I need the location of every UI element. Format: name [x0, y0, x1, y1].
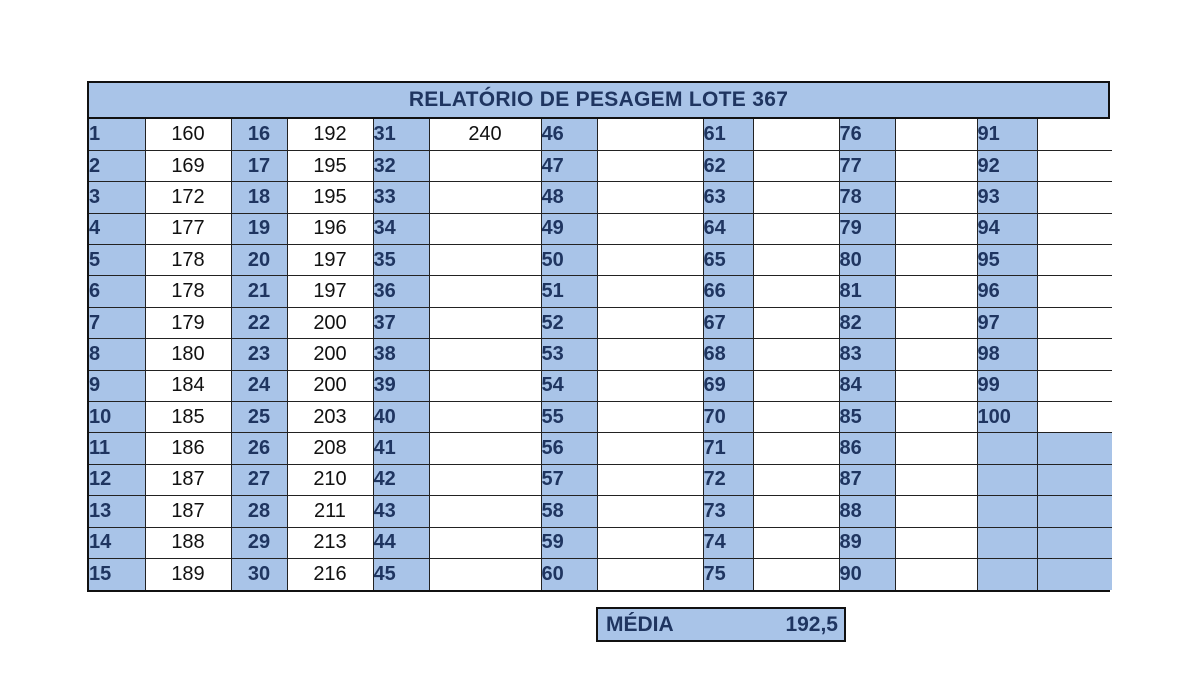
animal-number-cell: 60: [541, 558, 597, 589]
animal-number-cell: 39: [373, 370, 429, 401]
animal-number-cell: 1: [89, 119, 145, 150]
animal-number-cell: 66: [703, 276, 753, 307]
weight-value-cell: 185: [145, 402, 231, 433]
animal-number-cell: 23: [231, 339, 287, 370]
weight-value-cell: [753, 370, 839, 401]
weight-value-cell: 169: [145, 150, 231, 181]
average-label: MÉDIA: [606, 612, 674, 636]
weight-value-cell: [429, 213, 541, 244]
weight-value-cell: [895, 245, 977, 276]
average-summary: [596, 607, 846, 642]
animal-number-cell: 65: [703, 245, 753, 276]
weight-value-cell: [753, 496, 839, 527]
weight-value-cell: [597, 276, 703, 307]
weight-value-cell: 196: [287, 213, 373, 244]
animal-number-cell: 75: [703, 558, 753, 589]
animal-number-cell: 12: [89, 464, 145, 495]
animal-number-cell: 42: [373, 464, 429, 495]
animal-number-cell: 9: [89, 370, 145, 401]
weight-value-cell: [597, 182, 703, 213]
weight-value-cell: 213: [287, 527, 373, 558]
weight-value-cell: [895, 213, 977, 244]
table-row: [89, 150, 1112, 181]
table-row: [89, 558, 1112, 589]
animal-number-cell: 74: [703, 527, 753, 558]
animal-number-cell: 6: [89, 276, 145, 307]
table-row: [89, 527, 1112, 558]
weight-value-cell: [429, 433, 541, 464]
animal-number-cell: 50: [541, 245, 597, 276]
weight-value-cell: 186: [145, 433, 231, 464]
animal-number-cell: 80: [839, 245, 895, 276]
animal-number-cell: 3: [89, 182, 145, 213]
animal-number-cell: 81: [839, 276, 895, 307]
weight-value-cell: [895, 402, 977, 433]
animal-number-cell: 77: [839, 150, 895, 181]
weight-value-cell: 189: [145, 558, 231, 589]
weight-value-cell: [895, 464, 977, 495]
animal-number-cell: 11: [89, 433, 145, 464]
animal-number-cell: [977, 433, 1037, 464]
animal-number-cell: 33: [373, 182, 429, 213]
weight-value-cell: [1037, 402, 1112, 433]
weight-value-cell: [753, 245, 839, 276]
weight-value-cell: [1037, 182, 1112, 213]
weight-value-cell: [895, 182, 977, 213]
animal-number-cell: 83: [839, 339, 895, 370]
animal-number-cell: 51: [541, 276, 597, 307]
animal-number-cell: 76: [839, 119, 895, 150]
weight-value-cell: [1037, 213, 1112, 244]
animal-number-cell: 35: [373, 245, 429, 276]
animal-number-cell: [977, 527, 1037, 558]
table-row: [89, 182, 1112, 213]
weight-value-cell: [429, 307, 541, 338]
animal-number-cell: 99: [977, 370, 1037, 401]
animal-number-cell: 7: [89, 307, 145, 338]
animal-number-cell: 32: [373, 150, 429, 181]
animal-number-cell: 89: [839, 527, 895, 558]
table-row: [89, 370, 1112, 401]
weight-value-cell: [597, 119, 703, 150]
animal-number-cell: 72: [703, 464, 753, 495]
weight-value-cell: [1037, 276, 1112, 307]
animal-number-cell: 79: [839, 213, 895, 244]
average-value: 192,5: [785, 612, 838, 636]
weight-value-cell: [597, 558, 703, 589]
table-row: [89, 402, 1112, 433]
weight-value-cell: 195: [287, 150, 373, 181]
animal-number-cell: 92: [977, 150, 1037, 181]
weight-value-cell: [753, 433, 839, 464]
animal-number-cell: 19: [231, 213, 287, 244]
animal-number-cell: 84: [839, 370, 895, 401]
animal-number-cell: 36: [373, 276, 429, 307]
weight-value-cell: 200: [287, 370, 373, 401]
weight-value-cell: 188: [145, 527, 231, 558]
animal-number-cell: 43: [373, 496, 429, 527]
animal-number-cell: 4: [89, 213, 145, 244]
animal-number-cell: 2: [89, 150, 145, 181]
animal-number-cell: 27: [231, 464, 287, 495]
table-row: [89, 433, 1112, 464]
animal-number-cell: 59: [541, 527, 597, 558]
table-row: [89, 464, 1112, 495]
animal-number-cell: 97: [977, 307, 1037, 338]
animal-number-cell: 8: [89, 339, 145, 370]
animal-number-cell: [977, 558, 1037, 589]
animal-number-cell: 100: [977, 402, 1037, 433]
animal-number-cell: 91: [977, 119, 1037, 150]
weight-value-cell: 216: [287, 558, 373, 589]
weight-value-cell: [753, 558, 839, 589]
animal-number-cell: 5: [89, 245, 145, 276]
animal-number-cell: 63: [703, 182, 753, 213]
weight-value-cell: [429, 150, 541, 181]
animal-number-cell: 88: [839, 496, 895, 527]
weight-value-cell: 211: [287, 496, 373, 527]
animal-number-cell: 49: [541, 213, 597, 244]
weight-value-cell: [753, 150, 839, 181]
animal-number-cell: 73: [703, 496, 753, 527]
weight-value-cell: 195: [287, 182, 373, 213]
animal-number-cell: 30: [231, 558, 287, 589]
weight-value-cell: [895, 339, 977, 370]
weight-value-cell: [597, 370, 703, 401]
weight-value-cell: [429, 558, 541, 589]
weight-value-cell: 192: [287, 119, 373, 150]
animal-number-cell: 16: [231, 119, 287, 150]
animal-number-cell: 18: [231, 182, 287, 213]
animal-number-cell: 28: [231, 496, 287, 527]
table-row: [89, 496, 1112, 527]
weight-value-cell: 177: [145, 213, 231, 244]
weight-value-cell: [597, 150, 703, 181]
weight-value-cell: [429, 402, 541, 433]
animal-number-cell: 52: [541, 307, 597, 338]
animal-number-cell: 29: [231, 527, 287, 558]
weight-value-cell: 197: [287, 276, 373, 307]
weight-value-cell: [895, 433, 977, 464]
animal-number-cell: 41: [373, 433, 429, 464]
animal-number-cell: 40: [373, 402, 429, 433]
animal-number-cell: 64: [703, 213, 753, 244]
report-title-bar: [89, 83, 1108, 119]
weight-value-cell: [753, 402, 839, 433]
weight-value-cell: [753, 213, 839, 244]
weight-value-cell: [597, 307, 703, 338]
animal-number-cell: 31: [373, 119, 429, 150]
animal-number-cell: 67: [703, 307, 753, 338]
weight-value-cell: [895, 150, 977, 181]
animal-number-cell: 70: [703, 402, 753, 433]
weighing-report-sheet: [87, 81, 1110, 592]
animal-number-cell: 13: [89, 496, 145, 527]
weight-value-cell: [597, 433, 703, 464]
weight-value-cell: [1037, 558, 1112, 589]
weight-value-cell: 187: [145, 464, 231, 495]
animal-number-cell: 71: [703, 433, 753, 464]
weight-value-cell: 160: [145, 119, 231, 150]
weight-value-cell: [597, 464, 703, 495]
animal-number-cell: 98: [977, 339, 1037, 370]
weight-value-cell: [429, 464, 541, 495]
weight-value-cell: [895, 307, 977, 338]
weight-value-cell: [1037, 307, 1112, 338]
animal-number-cell: 86: [839, 433, 895, 464]
table-row: [89, 307, 1112, 338]
animal-number-cell: 95: [977, 245, 1037, 276]
weight-value-cell: 200: [287, 307, 373, 338]
weight-value-cell: [895, 527, 977, 558]
weight-value-cell: [429, 496, 541, 527]
animal-number-cell: 54: [541, 370, 597, 401]
animal-number-cell: 61: [703, 119, 753, 150]
weight-value-cell: [1037, 339, 1112, 370]
animal-number-cell: 14: [89, 527, 145, 558]
animal-number-cell: 93: [977, 182, 1037, 213]
animal-number-cell: 82: [839, 307, 895, 338]
weight-value-cell: [1037, 119, 1112, 150]
animal-number-cell: 37: [373, 307, 429, 338]
animal-number-cell: 22: [231, 307, 287, 338]
animal-number-cell: 47: [541, 150, 597, 181]
weights-table: [89, 119, 1112, 590]
weight-value-cell: [753, 339, 839, 370]
weight-value-cell: 178: [145, 245, 231, 276]
animal-number-cell: 56: [541, 433, 597, 464]
table-row: [89, 213, 1112, 244]
animal-number-cell: [977, 464, 1037, 495]
animal-number-cell: 57: [541, 464, 597, 495]
weight-value-cell: 184: [145, 370, 231, 401]
animal-number-cell: 44: [373, 527, 429, 558]
animal-number-cell: 53: [541, 339, 597, 370]
weight-value-cell: 179: [145, 307, 231, 338]
animal-number-cell: 17: [231, 150, 287, 181]
weight-value-cell: [429, 370, 541, 401]
weight-value-cell: [597, 213, 703, 244]
weight-value-cell: [753, 527, 839, 558]
animal-number-cell: 21: [231, 276, 287, 307]
animal-number-cell: 45: [373, 558, 429, 589]
weight-value-cell: [1037, 464, 1112, 495]
table-row: [89, 119, 1112, 150]
table-row: [89, 276, 1112, 307]
animal-number-cell: 85: [839, 402, 895, 433]
weight-value-cell: [1037, 245, 1112, 276]
animal-number-cell: 68: [703, 339, 753, 370]
weight-value-cell: [429, 339, 541, 370]
weight-value-cell: 172: [145, 182, 231, 213]
animal-number-cell: 24: [231, 370, 287, 401]
animal-number-cell: 20: [231, 245, 287, 276]
weight-value-cell: 240: [429, 119, 541, 150]
animal-number-cell: 69: [703, 370, 753, 401]
weight-value-cell: [597, 339, 703, 370]
weight-value-cell: [895, 496, 977, 527]
weight-value-cell: [895, 558, 977, 589]
animal-number-cell: 48: [541, 182, 597, 213]
report-title: RELATÓRIO DE PESAGEM LOTE 367: [408, 88, 789, 111]
weight-value-cell: [1037, 433, 1112, 464]
weight-value-cell: [895, 276, 977, 307]
animal-number-cell: 10: [89, 402, 145, 433]
weight-value-cell: [753, 182, 839, 213]
weight-value-cell: 180: [145, 339, 231, 370]
weight-value-cell: [1037, 370, 1112, 401]
weight-value-cell: [429, 276, 541, 307]
animal-number-cell: 94: [977, 213, 1037, 244]
animal-number-cell: 96: [977, 276, 1037, 307]
weight-value-cell: 187: [145, 496, 231, 527]
animal-number-cell: 90: [839, 558, 895, 589]
animal-number-cell: 58: [541, 496, 597, 527]
weight-value-cell: [895, 119, 977, 150]
weight-value-cell: 200: [287, 339, 373, 370]
weight-value-cell: 203: [287, 402, 373, 433]
weight-value-cell: 197: [287, 245, 373, 276]
weight-value-cell: [753, 464, 839, 495]
weight-value-cell: [895, 370, 977, 401]
table-row: [89, 245, 1112, 276]
animal-number-cell: 25: [231, 402, 287, 433]
weight-value-cell: 178: [145, 276, 231, 307]
animal-number-cell: 78: [839, 182, 895, 213]
weight-value-cell: [597, 402, 703, 433]
weight-value-cell: 208: [287, 433, 373, 464]
animal-number-cell: 87: [839, 464, 895, 495]
animal-number-cell: 46: [541, 119, 597, 150]
table-row: [89, 339, 1112, 370]
animal-number-cell: 15: [89, 558, 145, 589]
weight-value-cell: [429, 527, 541, 558]
animal-number-cell: 55: [541, 402, 597, 433]
animal-number-cell: 62: [703, 150, 753, 181]
animal-number-cell: 38: [373, 339, 429, 370]
weight-value-cell: [429, 245, 541, 276]
weight-value-cell: [753, 276, 839, 307]
weight-value-cell: [597, 527, 703, 558]
weight-value-cell: 210: [287, 464, 373, 495]
weight-value-cell: [1037, 150, 1112, 181]
animal-number-cell: 34: [373, 213, 429, 244]
weight-value-cell: [1037, 527, 1112, 558]
weight-value-cell: [597, 496, 703, 527]
animal-number-cell: 26: [231, 433, 287, 464]
weight-value-cell: [597, 245, 703, 276]
weight-value-cell: [753, 307, 839, 338]
weight-value-cell: [753, 119, 839, 150]
animal-number-cell: [977, 496, 1037, 527]
weight-value-cell: [429, 182, 541, 213]
weight-value-cell: [1037, 496, 1112, 527]
